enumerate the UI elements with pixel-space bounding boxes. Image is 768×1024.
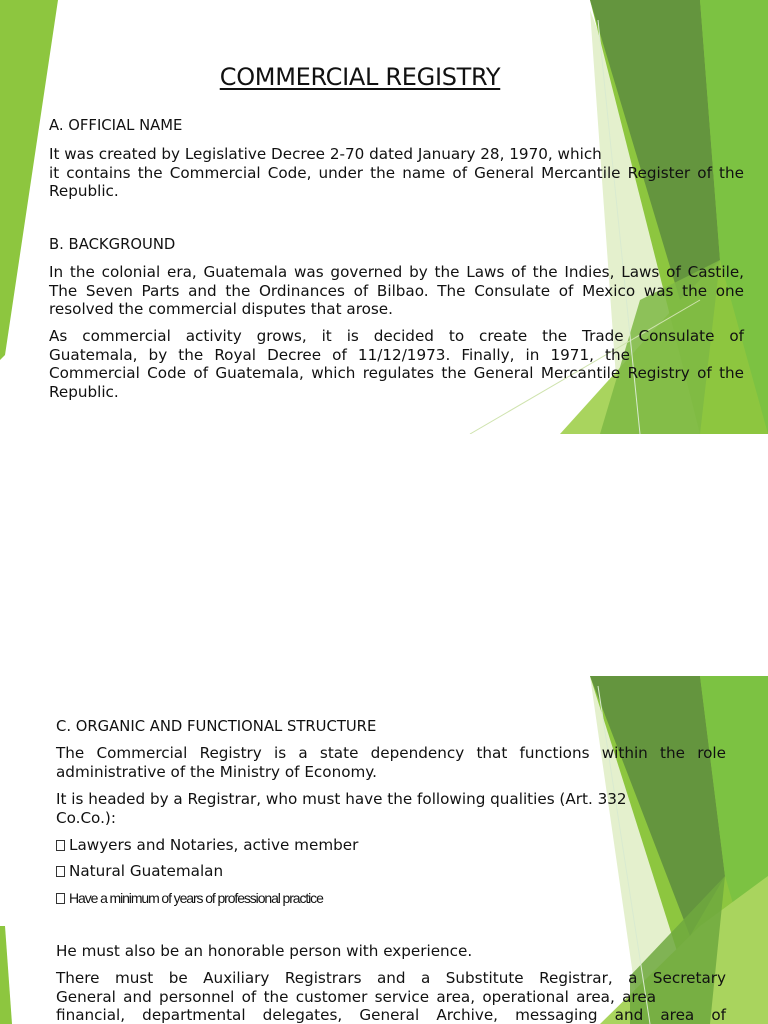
text-line: administrative of the Ministry of Economy. bbox=[56, 762, 377, 781]
text-line: It was created by Legislative Decree 2-70 dated January 28, 1970, which bbox=[49, 145, 602, 163]
section-c-paragraph-4 bbox=[56, 969, 726, 1024]
section-c-heading: C. ORGANIC AND FUNCTIONAL STRUCTURE bbox=[56, 718, 377, 735]
text-line: There must be Auxiliary Registrars and a Substitute Registrar, a Secretary bbox=[56, 969, 726, 987]
text-line: Commercial Code of Guatemala, which regulates the General Mercantile Registry of the bbox=[49, 364, 744, 382]
text-line: The Commercial Registry is a state dependency that functions within the role bbox=[56, 744, 726, 762]
text-line: In the colonial era, Guatemala was governed by the Laws of the Indies, Laws of Castile, bbox=[49, 263, 744, 281]
text-line: Co.Co.): bbox=[56, 808, 116, 827]
bullet-item: Lawyers and Notaries, active member bbox=[56, 836, 358, 855]
section-c-paragraph-1 bbox=[56, 744, 726, 781]
text-line: Guatemala, by the Royal Decree of 11/12/1973. Finally, in 1971, the bbox=[49, 345, 630, 364]
text-line: It is headed by a Registrar, who must have the following qualities (Art. 332 bbox=[56, 790, 627, 808]
bullet-item: Natural Guatemalan bbox=[56, 862, 223, 881]
text-line: General and personnel of the customer service area, operational area, area bbox=[56, 987, 656, 1006]
text-line: As commercial activity grows, it is decided to create the Trade Consulate of bbox=[49, 327, 744, 345]
text-line: financial, departmental delegates, General Archive, messaging and area of bbox=[56, 1006, 726, 1024]
section-a-paragraph bbox=[49, 145, 744, 201]
section-c-paragraph-2 bbox=[56, 790, 726, 827]
section-b-paragraph-2 bbox=[49, 327, 744, 401]
section-b-heading: B. BACKGROUND bbox=[49, 236, 176, 253]
text-line: Republic. bbox=[49, 382, 119, 401]
text-line: He must also be an honorable person with experience. bbox=[56, 942, 473, 960]
bullet-box-icon bbox=[56, 893, 65, 904]
section-b-paragraph-1 bbox=[49, 263, 744, 319]
section-c-paragraph-3 bbox=[56, 942, 726, 961]
section-a-heading: A. OFFICIAL NAME bbox=[49, 117, 183, 134]
text-line: it contains the Commercial Code, under the name of General Mercantile Register of the bbox=[49, 163, 744, 182]
bullet-item: Have a minimum of years of professional practice bbox=[56, 889, 323, 908]
left-green-wedge bbox=[0, 926, 12, 1024]
text-line: Republic. bbox=[49, 182, 119, 200]
bullet-box-icon bbox=[56, 840, 65, 851]
text-line: resolved the commercial disputes that arose. bbox=[49, 300, 393, 318]
text-line: The Seven Parts and the Ordinances of Bilbao. The Consulate of Mexico was the one bbox=[49, 281, 744, 300]
page-title: COMMERCIAL REGISTRY bbox=[219, 63, 501, 91]
slide-1 bbox=[0, 0, 768, 434]
bullet-box-icon bbox=[56, 866, 65, 877]
slide-2 bbox=[0, 676, 768, 1024]
